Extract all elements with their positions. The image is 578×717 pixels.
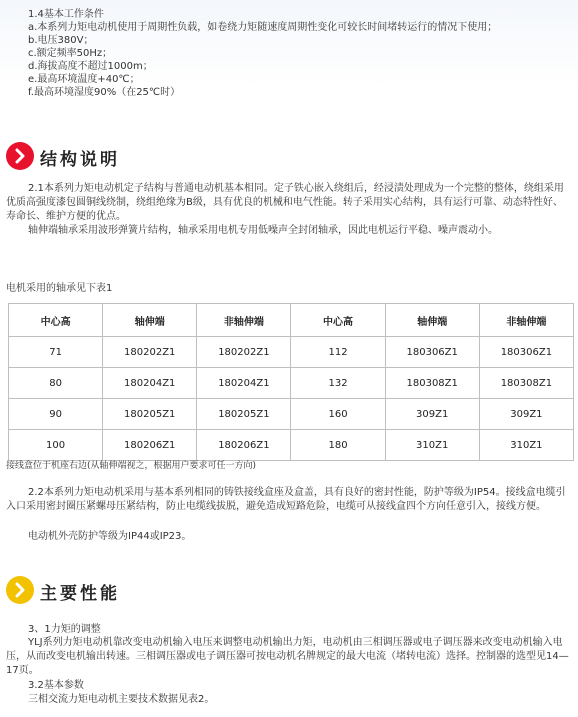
table-row: [9, 337, 574, 368]
conditions-heading: 1.4基本工作条件: [28, 9, 104, 20]
condition-item: b.电压380V；: [28, 35, 94, 46]
table-row: [9, 368, 574, 399]
table-cell: 71: [9, 337, 103, 368]
table-cell: 309Z1: [385, 399, 479, 430]
paragraph-2-2: 2.2本系列力矩电动机采用与基本系列相同的铸铁接线盒座及盒盖，具有良好的密封性能，防护等级为IP54。接线盒电缆引入口采用密封圈压紧螺母压紧结构，防止电缆线拔脱，避免造成短路危险，电缆可从接线盒四个方向任意引入，接线方便。: [6, 487, 566, 512]
table-cell: 180205Z1: [103, 399, 197, 430]
table-row: [9, 399, 574, 430]
bearing-table: [8, 303, 574, 461]
performance-heading-3-1: 3、1力矩的调整: [28, 624, 101, 635]
paragraph-2-1: 2.1本系列力矩电动机定子结构与普通电动机基本相同。定子铁心嵌入绕组后，经浸渍处理成为一个完整的整体，绕组采用优质高强度漆包圆铜线绕制，绕组绝缘为B级，具有优良的机械和电气性能。转子采用实心结构，具有运行可靠、动态特性好、寿命长、维护方便的优点。: [6, 183, 564, 222]
table-row: [9, 430, 574, 461]
header-non-shaft-end: 非轴伸端: [479, 304, 573, 337]
table-cell: 180306Z1: [479, 337, 573, 368]
condition-item: d.海拔高度不超过1000m；: [28, 61, 153, 72]
header-center-height: 中心高: [9, 304, 103, 337]
chevron-right-icon: [6, 142, 34, 170]
table-cell: 180308Z1: [479, 368, 573, 399]
paragraph-protection: 电动机外壳防护等级为IP44或IP23。: [28, 531, 192, 542]
table-caption: 电机采用的轴承见下表1: [6, 283, 113, 294]
table-cell: 180205Z1: [197, 399, 291, 430]
header-shaft-end: 轴伸端: [103, 304, 197, 337]
performance-heading-3-2: 3.2基本参数: [28, 680, 84, 691]
table-cell: 180206Z1: [103, 430, 197, 461]
condition-item: a.本系列力矩电动机使用于周期性负载，如卷绕力矩随速度周期性变化可较长时间堵转运行的情况下使用；: [28, 22, 498, 33]
header-shaft-end: 轴伸端: [385, 304, 479, 337]
table-cell: 180306Z1: [385, 337, 479, 368]
table-cell: 180: [291, 430, 385, 461]
chevron-right-icon: [6, 576, 34, 604]
header-non-shaft-end: 非轴伸端: [197, 304, 291, 337]
condition-item: f.最高环境湿度90%（在25℃时）: [28, 87, 181, 98]
paragraph-bearing: 轴伸端轴承采用波形弹簧片结构，轴承采用电机专用低噪声全封闭轴承，因此电机运行平稳、噪声震动小。: [28, 225, 498, 236]
table-cell: 310Z1: [479, 430, 573, 461]
table-cell: 309Z1: [479, 399, 573, 430]
table-header-row: [9, 304, 574, 337]
table-cell: 180204Z1: [103, 368, 197, 399]
section-title-structure: 结构说明: [40, 150, 120, 170]
table-cell: 112: [291, 337, 385, 368]
table-cell: 180204Z1: [197, 368, 291, 399]
condition-item: c.额定频率50Hz；: [28, 48, 113, 59]
table-cell: 180206Z1: [197, 430, 291, 461]
table-cell: 100: [9, 430, 103, 461]
condition-item: e.最高环境温度+40℃；: [28, 74, 140, 85]
section-title-performance: 主要性能: [40, 584, 120, 604]
header-center-height: 中心高: [291, 304, 385, 337]
paragraph-3-1: YLJ系列力矩电动机靠改变电动机输入电压来调整电动机输出力矩，电动机由三相调压器或电子调压器来改变电动机输入电压，从而改变电机输出转速。三相调压器或电子调压器可按电动机名牌规定的最大电流（堵转电流）选择。控制器的选型见14—17页。: [6, 637, 569, 676]
table-cell: 90: [9, 399, 103, 430]
table-cell: 160: [291, 399, 385, 430]
table-cell: 310Z1: [385, 430, 479, 461]
table-cell: 180202Z1: [103, 337, 197, 368]
table-cell: 180202Z1: [197, 337, 291, 368]
table-cell: 180308Z1: [385, 368, 479, 399]
paragraph-3-2: 三相交流力矩电动机主要技术数据见表2。: [28, 694, 215, 705]
table-note: 接线盒位于机座右边(从轴伸端视之，根据用户要求可任一方向): [6, 461, 257, 471]
table-cell: 80: [9, 368, 103, 399]
table-cell: 132: [291, 368, 385, 399]
